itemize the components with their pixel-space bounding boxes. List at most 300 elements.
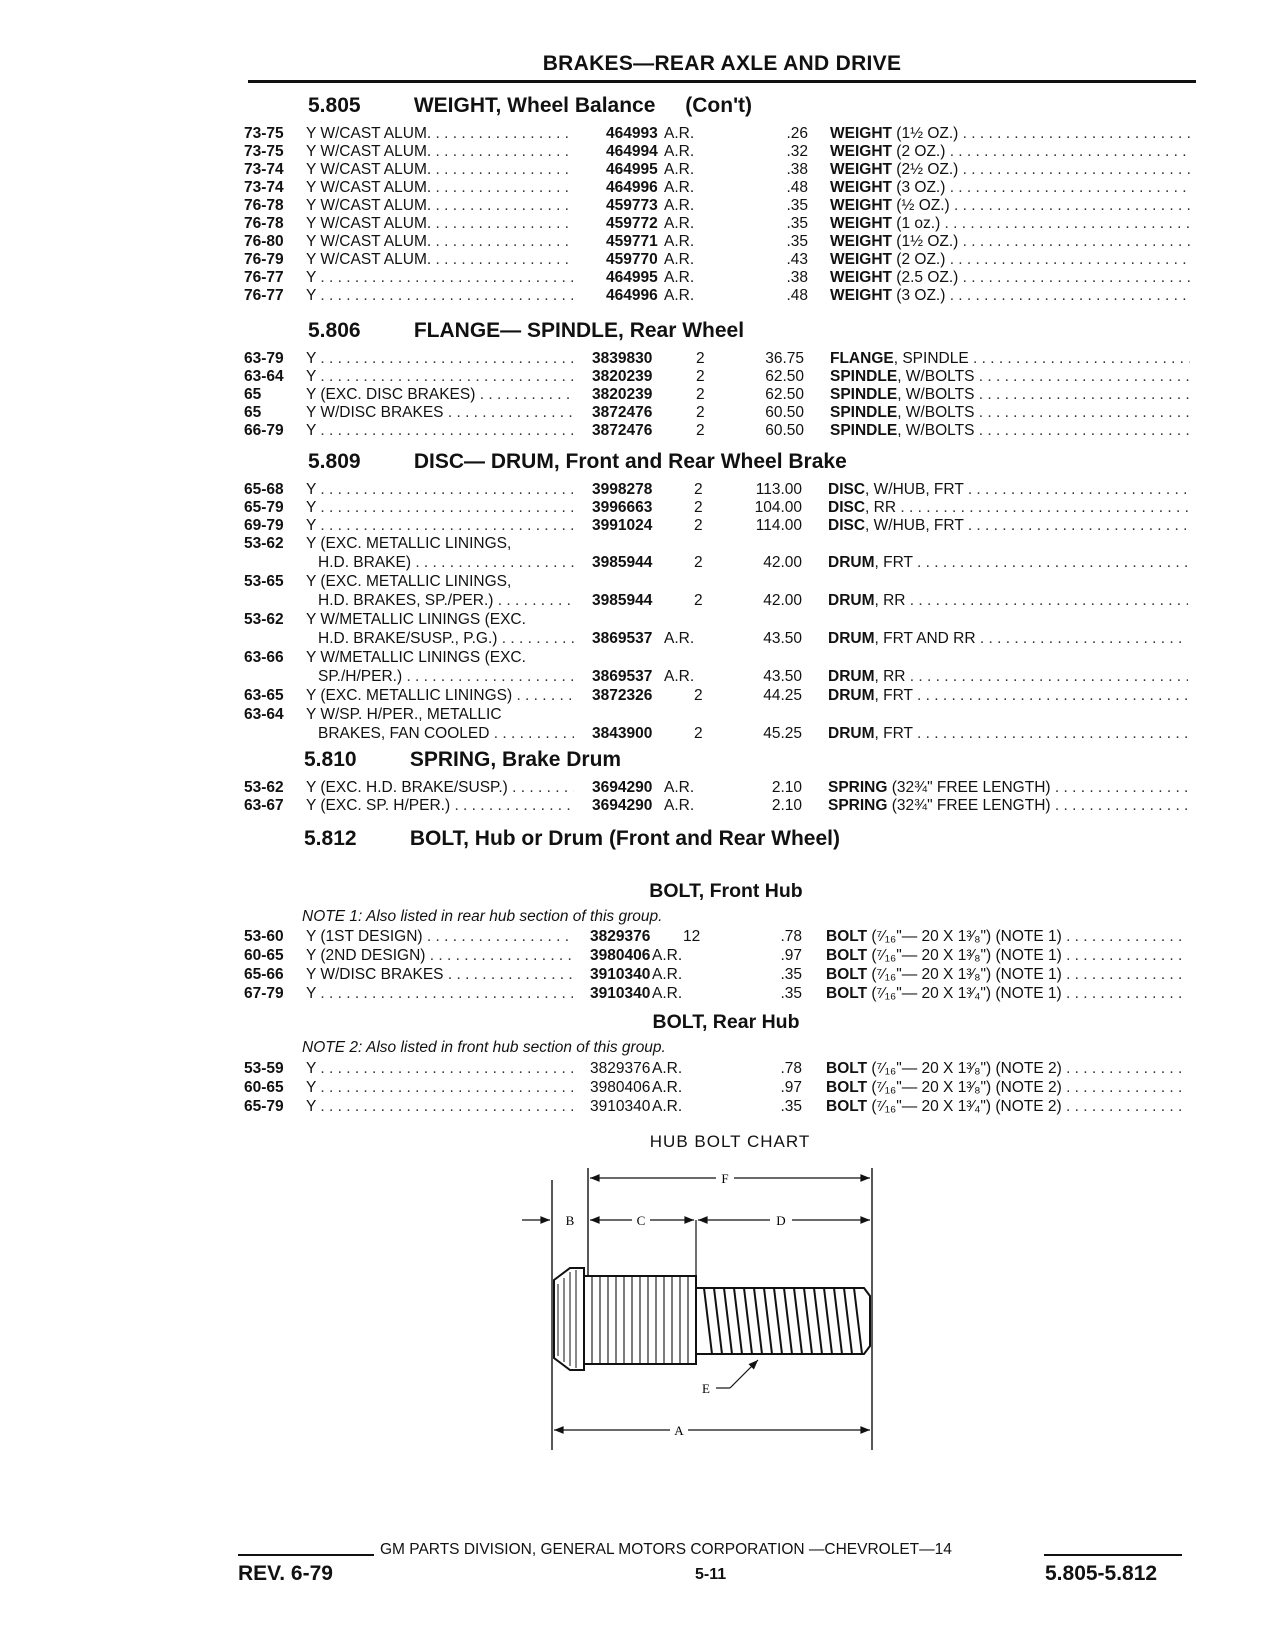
years: 67-79 <box>244 985 284 1002</box>
price: 44.25 <box>763 687 802 704</box>
description: Y W/METALLIC LININGS (EXC. <box>306 649 526 666</box>
table-row <box>0 649 1280 667</box>
part-number: 3985944 <box>592 554 653 571</box>
years: 63-64 <box>244 368 284 385</box>
description: Y . . . <box>306 985 574 1003</box>
part-number: 3998278 <box>592 481 653 498</box>
section-title-5810 <box>304 748 621 772</box>
quantity: A.R. <box>664 630 695 647</box>
part-name <box>830 179 1190 197</box>
part-name <box>830 287 1190 305</box>
footer-revision: REV. 6-79 <box>238 1562 333 1585</box>
part-name-rest: (32¾" FREE LENGTH) <box>887 797 1051 814</box>
part-name-rest: , RR <box>874 668 906 685</box>
table-row <box>0 386 1280 404</box>
price: 60.50 <box>765 404 804 421</box>
part-number: 3694290 <box>592 779 653 796</box>
dim-label-a: A <box>674 1423 684 1438</box>
table-row <box>0 161 1280 179</box>
part-name <box>828 499 1188 517</box>
part-name <box>828 725 1188 743</box>
price: .35 <box>786 215 808 232</box>
description: Y . . . <box>306 1098 574 1116</box>
table-row <box>0 499 1280 517</box>
section-number: 5.806 <box>308 319 361 342</box>
years: 63-67 <box>244 797 284 814</box>
part-name-bold: BOLT <box>826 947 868 964</box>
quantity: A.R. <box>664 215 695 232</box>
part-name <box>830 269 1190 287</box>
years: 53-62 <box>244 535 284 552</box>
years: 60-65 <box>244 1079 284 1096</box>
part-number: 459772 <box>606 215 658 232</box>
price: 2.10 <box>771 797 802 814</box>
part-name-bold: SPINDLE <box>830 422 898 439</box>
years: 66-79 <box>244 422 284 439</box>
price: .97 <box>780 947 802 964</box>
description: Y . . . <box>306 517 574 535</box>
part-name-rest: , FRT AND RR <box>874 630 976 647</box>
table-row <box>0 350 1280 368</box>
part-number: 3829376 <box>590 1060 651 1077</box>
part-name-bold: BOLT <box>826 928 868 945</box>
description: Y W/CAST ALUM. . . . <box>306 125 574 143</box>
table-row <box>0 179 1280 197</box>
part-number: 3910340 <box>590 1098 651 1115</box>
table-row <box>0 1079 1280 1097</box>
quantity: A.R. <box>664 779 695 796</box>
quantity: 2 <box>694 554 703 571</box>
table-row <box>0 611 1280 629</box>
years: 53-65 <box>244 573 284 590</box>
table-row <box>0 251 1280 269</box>
part-name-rest: (⁷⁄₁₆"— 20 X 1³⁄₄") (NOTE 1) <box>867 985 1062 1002</box>
part-name-rest: (2½ OZ.) <box>892 161 959 178</box>
quantity: A.R. <box>664 143 695 160</box>
part-number: 3980406 <box>590 1079 651 1096</box>
part-name-bold: WEIGHT <box>830 251 892 268</box>
section-number: 5.812 <box>304 827 357 850</box>
footer-publisher: GM PARTS DIVISION, GENERAL MOTORS CORPORATION —CHEVROLET—14 <box>380 1541 952 1558</box>
price: .35 <box>786 197 808 214</box>
table-row <box>0 422 1280 440</box>
part-name <box>828 687 1188 705</box>
description: Y (EXC. SP. H/PER.) . . . <box>306 797 574 815</box>
part-number: 464995 <box>606 161 658 178</box>
part-number: 464995 <box>606 269 658 286</box>
years: 60-65 <box>244 947 284 964</box>
price: .97 <box>780 1079 802 1096</box>
table-row <box>0 233 1280 251</box>
footer-rule-right <box>1044 1554 1182 1556</box>
section-name: SPRING, Brake Drum <box>409 748 622 771</box>
quantity: A.R. <box>652 1098 683 1115</box>
section-number: 5.810 <box>304 748 357 771</box>
part-number: 459773 <box>606 197 658 214</box>
quantity: 2 <box>696 404 705 421</box>
quantity: 2 <box>696 422 705 439</box>
part-name-rest: (⁷⁄₁₆"— 20 X 1³⁄₈") (NOTE 2) <box>867 1079 1062 1096</box>
part-name-bold: BOLT <box>826 1060 868 1077</box>
part-name <box>828 630 1188 648</box>
part-name-rest: (⁷⁄₁₆"— 20 X 1³⁄₈") (NOTE 1) <box>867 928 1062 945</box>
part-name-bold: BOLT <box>826 985 868 1002</box>
quantity: A.R. <box>664 797 695 814</box>
table-row <box>0 197 1280 215</box>
table-row-continuation <box>0 554 1280 572</box>
description: Y W/CAST ALUM. . . . <box>306 143 574 161</box>
price: .43 <box>786 251 808 268</box>
part-name-rest: (1½ OZ.) <box>892 125 959 142</box>
section-suffix: (Con't) <box>685 94 753 117</box>
part-name <box>830 161 1190 179</box>
part-name-rest: , SPINDLE <box>893 350 969 367</box>
description: Y . . . <box>306 1079 574 1097</box>
part-number: 3910340 <box>590 985 651 1002</box>
part-number: 3985944 <box>592 592 653 609</box>
part-name-rest: (⁷⁄₁₆"— 20 X 1³⁄₈") (NOTE 2) <box>867 1060 1062 1077</box>
years: 53-62 <box>244 779 284 796</box>
part-number: 464996 <box>606 287 658 304</box>
part-name <box>830 368 1190 386</box>
years: 76-77 <box>244 269 284 286</box>
part-name-bold: WEIGHT <box>830 269 892 286</box>
description: Y . . . <box>306 350 574 368</box>
quantity: A.R. <box>664 197 695 214</box>
part-name <box>828 797 1188 815</box>
table-row <box>0 269 1280 287</box>
dim-label-f: F <box>721 1171 729 1186</box>
description: Y (EXC. METALLIC LININGS, <box>306 535 512 552</box>
part-number: 459770 <box>606 251 658 268</box>
years: 65-79 <box>244 1098 284 1115</box>
quantity: A.R. <box>664 233 695 250</box>
part-name-rest: , FRT <box>874 687 913 704</box>
quantity: 2 <box>694 687 703 704</box>
section-title-5812 <box>304 827 840 851</box>
years: 53-60 <box>244 928 284 945</box>
price: 113.00 <box>755 481 802 498</box>
price: .35 <box>780 1098 802 1115</box>
header-rule <box>248 80 1196 83</box>
description: Y . . . <box>306 481 574 499</box>
front-hub-note: NOTE 1: Also listed in rear hub section of this group. <box>302 908 663 925</box>
part-name <box>826 947 1186 965</box>
part-name-bold: SPINDLE <box>830 404 898 421</box>
description: Y W/CAST ALUM. . . . <box>306 233 574 251</box>
price: 114.00 <box>755 517 802 534</box>
part-number: 3869537 <box>592 630 653 647</box>
part-name-bold: FLANGE <box>830 350 894 367</box>
description: Y W/CAST ALUM. . . . <box>306 197 574 215</box>
section-number: 5.805 <box>308 94 361 117</box>
description: Y W/DISC BRAKES . . . <box>306 404 574 422</box>
table-row <box>0 573 1280 591</box>
part-name-rest: , W/HUB, FRT <box>865 481 964 498</box>
price: 2.10 <box>771 779 802 796</box>
quantity: A.R. <box>652 985 683 1002</box>
part-name-bold: SPRING <box>828 797 888 814</box>
description-continued: BRAKES, FAN COOLED . . . <box>318 725 574 743</box>
years: 73-74 <box>244 161 284 178</box>
section-title-5809 <box>308 450 847 474</box>
dim-label-c: C <box>636 1213 646 1228</box>
part-name <box>830 143 1190 161</box>
part-number: 3820239 <box>592 386 653 403</box>
part-name-bold: DISC <box>828 481 866 498</box>
description: Y . . . <box>306 1060 574 1078</box>
hub-bolt-diagram <box>520 1160 900 1460</box>
years: 65 <box>244 404 262 421</box>
quantity: A.R. <box>664 287 695 304</box>
quantity: 12 <box>683 928 701 945</box>
dim-label-b: B <box>565 1213 575 1228</box>
years: 63-64 <box>244 706 284 723</box>
part-name-bold: WEIGHT <box>830 215 892 232</box>
footer-page-number: 5-11 <box>695 1566 727 1583</box>
price: 42.00 <box>763 592 802 609</box>
description: Y W/CAST ALUM. . . . <box>306 179 574 197</box>
part-name <box>828 554 1188 572</box>
price: 62.50 <box>765 386 804 403</box>
part-name-rest: (1½ OZ.) <box>892 233 959 250</box>
part-name-rest: (3 OZ.) <box>892 287 946 304</box>
part-name-rest: (⁷⁄₁₆"— 20 X 1³⁄₄") (NOTE 2) <box>867 1098 1062 1115</box>
part-name <box>830 197 1190 215</box>
part-name-bold: DRUM <box>828 630 875 647</box>
part-name-bold: SPINDLE <box>830 368 898 385</box>
part-name <box>828 517 1188 535</box>
part-number: 459771 <box>606 233 658 250</box>
table-row <box>0 481 1280 499</box>
description: Y (EXC. METALLIC LININGS, <box>306 573 512 590</box>
years: 63-66 <box>244 649 284 666</box>
section-number: 5.809 <box>308 450 361 473</box>
part-name-rest: , W/BOLTS <box>897 422 975 439</box>
table-row <box>0 404 1280 422</box>
part-name-bold: WEIGHT <box>830 125 892 142</box>
part-name-bold: DRUM <box>828 668 875 685</box>
quantity: A.R. <box>664 251 695 268</box>
part-name-rest: (2.5 OZ.) <box>892 269 959 286</box>
description: Y . . . <box>306 499 574 517</box>
part-name-bold: BOLT <box>826 1079 868 1096</box>
price: .35 <box>786 233 808 250</box>
table-row <box>0 143 1280 161</box>
part-name-rest: , W/HUB, FRT <box>865 517 964 534</box>
price: .48 <box>786 287 808 304</box>
quantity: A.R. <box>652 1079 683 1096</box>
part-number: 3872326 <box>592 687 653 704</box>
years: 63-65 <box>244 687 284 704</box>
part-name-rest: , FRT <box>874 554 913 571</box>
quantity: 2 <box>696 368 705 385</box>
part-name-rest: , W/BOLTS <box>897 368 975 385</box>
part-name-rest: (½ OZ.) <box>892 197 950 214</box>
part-name <box>830 233 1190 251</box>
rear-hub-note: NOTE 2: Also listed in front hub section of this group. <box>302 1039 666 1056</box>
years: 63-79 <box>244 350 284 367</box>
part-name-bold: DRUM <box>828 592 875 609</box>
part-name <box>830 251 1190 269</box>
quantity: A.R. <box>664 668 695 685</box>
part-number: 3869537 <box>592 668 653 685</box>
description: Y W/CAST ALUM. . . . <box>306 161 574 179</box>
years: 76-78 <box>244 197 284 214</box>
description: Y . . . <box>306 269 574 287</box>
part-name-rest: , W/BOLTS <box>897 386 975 403</box>
table-row <box>0 797 1280 815</box>
part-name <box>826 1079 1186 1097</box>
years: 69-79 <box>244 517 284 534</box>
page-title: BRAKES—REAR AXLE AND DRIVE <box>542 52 902 75</box>
description: Y (EXC. DISC BRAKES) . . . <box>306 386 574 404</box>
years: 65 <box>244 386 262 403</box>
quantity: A.R. <box>664 125 695 142</box>
quantity: A.R. <box>652 1060 683 1077</box>
price: 60.50 <box>765 422 804 439</box>
years: 73-75 <box>244 125 284 142</box>
part-name-rest: , FRT <box>874 725 913 742</box>
quantity: 2 <box>694 725 703 742</box>
table-row <box>0 985 1280 1003</box>
quantity: A.R. <box>664 269 695 286</box>
rear-hub-title: BOLT, Rear Hub <box>652 1011 800 1033</box>
part-name-bold: DISC <box>828 517 866 534</box>
price: 104.00 <box>754 499 802 516</box>
price: 45.25 <box>763 725 802 742</box>
part-number: 3996663 <box>592 499 653 516</box>
quantity: A.R. <box>664 161 695 178</box>
part-number: 3872476 <box>592 404 653 421</box>
part-name-bold: WEIGHT <box>830 179 892 196</box>
years: 65-66 <box>244 966 284 983</box>
price: 62.50 <box>765 368 804 385</box>
description: Y W/CAST ALUM. . . . <box>306 251 574 269</box>
part-name-rest: , RR <box>874 592 906 609</box>
price: .78 <box>780 928 802 945</box>
part-number: 464996 <box>606 179 658 196</box>
part-name-rest: (2 OZ.) <box>892 143 946 160</box>
years: 65-79 <box>244 499 284 516</box>
part-name-bold: WEIGHT <box>830 197 892 214</box>
price: .32 <box>786 143 808 160</box>
part-name-bold: SPINDLE <box>830 386 898 403</box>
table-row <box>0 125 1280 143</box>
years: 76-80 <box>244 233 284 250</box>
description-continued: H.D. BRAKES, SP./PER.) . . . <box>318 592 574 610</box>
table-row <box>0 535 1280 553</box>
part-name-bold: DRUM <box>828 725 875 742</box>
years: 76-78 <box>244 215 284 232</box>
part-number: 3820239 <box>592 368 653 385</box>
part-name-rest: (2 OZ.) <box>892 251 946 268</box>
quantity: A.R. <box>664 179 695 196</box>
part-name-rest: , RR <box>865 499 897 516</box>
description: Y . . . <box>306 368 574 386</box>
quantity: 2 <box>696 386 705 403</box>
price: .26 <box>786 125 808 142</box>
price: 42.00 <box>763 554 802 571</box>
quantity: 2 <box>694 517 703 534</box>
part-name-bold: WEIGHT <box>830 143 892 160</box>
description: Y W/SP. H/PER., METALLIC <box>306 706 502 723</box>
part-name-bold: DRUM <box>828 687 875 704</box>
years: 73-75 <box>244 143 284 160</box>
part-number: 3910340 <box>590 966 651 983</box>
description-continued: SP./H/PER.) . . . <box>318 668 574 686</box>
part-number: 3872476 <box>592 422 653 439</box>
table-row-continuation <box>0 668 1280 686</box>
part-name-bold: BOLT <box>826 966 868 983</box>
part-name-rest: (⁷⁄₁₆"— 20 X 1³⁄₈") (NOTE 1) <box>867 947 1062 964</box>
part-name-bold: DISC <box>828 499 866 516</box>
years: 73-74 <box>244 179 284 196</box>
price: .38 <box>786 161 808 178</box>
part-name <box>826 928 1186 946</box>
part-name <box>828 779 1188 797</box>
description: Y . . . <box>306 287 574 305</box>
part-name-bold: WEIGHT <box>830 233 892 250</box>
price: 43.50 <box>763 630 802 647</box>
table-row <box>0 966 1280 984</box>
part-name <box>830 350 1190 368</box>
part-name-rest: (3 OZ.) <box>892 179 946 196</box>
footer-rule-left <box>238 1554 374 1556</box>
price: .48 <box>786 179 808 196</box>
part-name-rest: (⁷⁄₁₆"— 20 X 1³⁄₈") (NOTE 1) <box>867 966 1062 983</box>
part-name <box>830 125 1190 143</box>
quantity: A.R. <box>652 947 683 964</box>
table-row-continuation <box>0 630 1280 648</box>
table-row <box>0 1060 1280 1078</box>
description: Y (1ST DESIGN) . . . <box>306 928 574 946</box>
years: 65-68 <box>244 481 284 498</box>
hub-bolt-chart-title: HUB BOLT CHART <box>649 1132 811 1151</box>
description: Y W/METALLIC LININGS (EXC. <box>306 611 526 628</box>
section-name: DISC— DRUM, Front and Rear Wheel Brake <box>413 450 847 473</box>
table-row <box>0 287 1280 305</box>
quantity: 2 <box>694 499 703 516</box>
part-name <box>826 1060 1186 1078</box>
years: 76-79 <box>244 251 284 268</box>
table-row <box>0 779 1280 797</box>
part-name-bold: WEIGHT <box>830 287 892 304</box>
description-continued: H.D. BRAKE/SUSP., P.G.) . . . <box>318 630 574 648</box>
quantity: A.R. <box>652 966 683 983</box>
part-name-rest: , W/BOLTS <box>897 404 975 421</box>
section-name: FLANGE— SPINDLE, Rear Wheel <box>413 319 745 342</box>
part-name <box>830 422 1190 440</box>
part-name <box>826 1098 1186 1116</box>
part-name <box>830 215 1190 233</box>
dim-label-e: E <box>702 1381 710 1396</box>
part-name-bold: BOLT <box>826 1098 868 1115</box>
price: .35 <box>780 966 802 983</box>
part-name-bold: WEIGHT <box>830 161 892 178</box>
description: Y W/CAST ALUM. . . . <box>306 215 574 233</box>
part-name <box>826 985 1186 1003</box>
years: 53-59 <box>244 1060 284 1077</box>
description: Y . . . <box>306 422 574 440</box>
price: .38 <box>786 269 808 286</box>
table-row-continuation <box>0 592 1280 610</box>
table-row <box>0 706 1280 724</box>
quantity: 2 <box>694 481 703 498</box>
part-number: 3829376 <box>590 928 651 945</box>
quantity: 2 <box>694 592 703 609</box>
section-name: BOLT, Hub or Drum (Front and Rear Wheel) <box>409 827 840 850</box>
